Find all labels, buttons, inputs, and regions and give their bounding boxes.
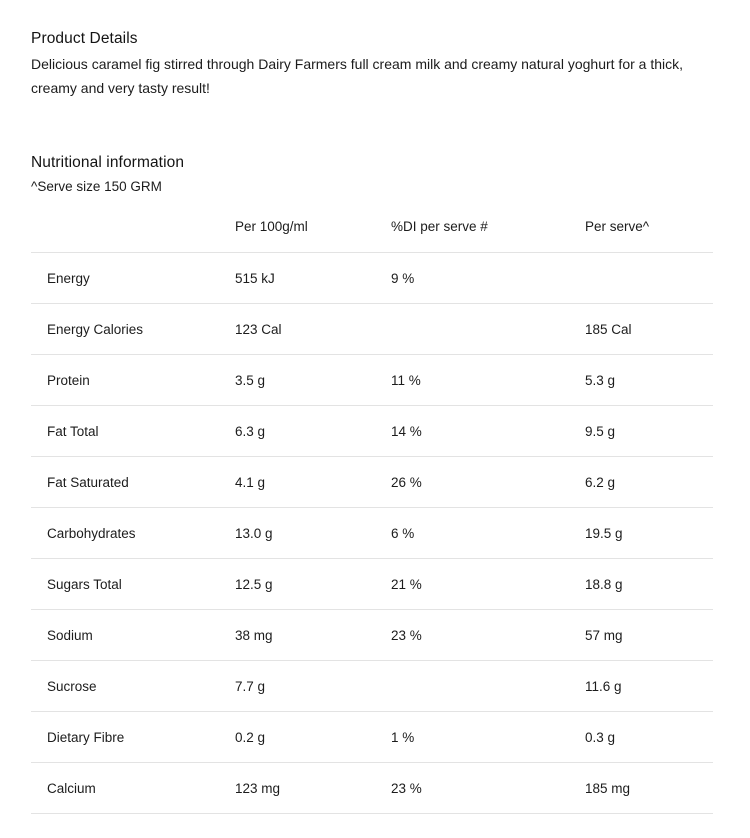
nutrient-name: Calcium [31,763,235,814]
nutrition-table-body [31,253,713,814]
per-serve-value: 57 mg [585,610,713,661]
table-row [31,508,713,559]
table-row [31,712,713,763]
header-row [31,200,713,253]
per-serve-value [585,253,713,304]
table-row [31,763,713,814]
nutrient-name: Fat Saturated [31,457,235,508]
nutrient-name: Protein [31,355,235,406]
nutrient-name: Energy Calories [31,304,235,355]
di-value: 11 % [391,355,585,406]
header-per-serve: Per serve^ [585,200,713,253]
nutrient-name: Sugars Total [31,559,235,610]
serve-size-note: ^Serve size 150 GRM [31,179,162,194]
nutritional-information-heading: Nutritional information [31,154,185,171]
per-100-value: 123 Cal [235,304,391,355]
table-row [31,355,713,406]
nutrient-name: Sucrose [31,661,235,712]
nutrient-name: Dietary Fibre [31,712,235,763]
per-serve-value: 18.8 g [585,559,713,610]
per-100-value: 38 mg [235,610,391,661]
di-value: 23 % [391,610,585,661]
header-per-100: Per 100g/ml [235,200,391,253]
per-serve-value: 5.3 g [585,355,713,406]
di-value: 14 % [391,406,585,457]
per-serve-value: 185 mg [585,763,713,814]
nutrient-name: Energy [31,253,235,304]
di-value: 1 % [391,712,585,763]
per-serve-value: 19.5 g [585,508,713,559]
di-value: 6 % [391,508,585,559]
per-100-value: 3.5 g [235,355,391,406]
per-100-value: 6.3 g [235,406,391,457]
di-value: 21 % [391,559,585,610]
header-nutrient [31,200,235,253]
table-row [31,457,713,508]
table-row [31,406,713,457]
per-100-value: 515 kJ [235,253,391,304]
di-value [391,661,585,712]
product-details-heading: Product Details [31,30,138,47]
nutrition-table-header [31,200,713,253]
per-100-value: 0.2 g [235,712,391,763]
di-value: 26 % [391,457,585,508]
per-serve-value: 6.2 g [585,457,713,508]
per-100-value: 7.7 g [235,661,391,712]
header-di-per-serve: %DI per serve # [391,200,585,253]
nutrient-name: Carbohydrates [31,508,235,559]
nutrition-table [31,200,713,814]
per-serve-value: 11.6 g [585,661,713,712]
per-serve-value: 185 Cal [585,304,713,355]
per-100-value: 123 mg [235,763,391,814]
table-row [31,661,713,712]
per-serve-value: 9.5 g [585,406,713,457]
table-row [31,304,713,355]
nutrient-name: Sodium [31,610,235,661]
per-100-value: 12.5 g [235,559,391,610]
di-value: 9 % [391,253,585,304]
di-value [391,304,585,355]
di-value: 23 % [391,763,585,814]
per-100-value: 13.0 g [235,508,391,559]
table-row [31,610,713,661]
per-100-value: 4.1 g [235,457,391,508]
table-row [31,253,713,304]
nutrient-name: Fat Total [31,406,235,457]
per-serve-value: 0.3 g [585,712,713,763]
table-row [31,559,713,610]
product-description: Delicious caramel fig stirred through Dairy Farmers full cream milk and creamy natural yoghurt for a thick, creamy and very tasty result! [31,56,684,96]
